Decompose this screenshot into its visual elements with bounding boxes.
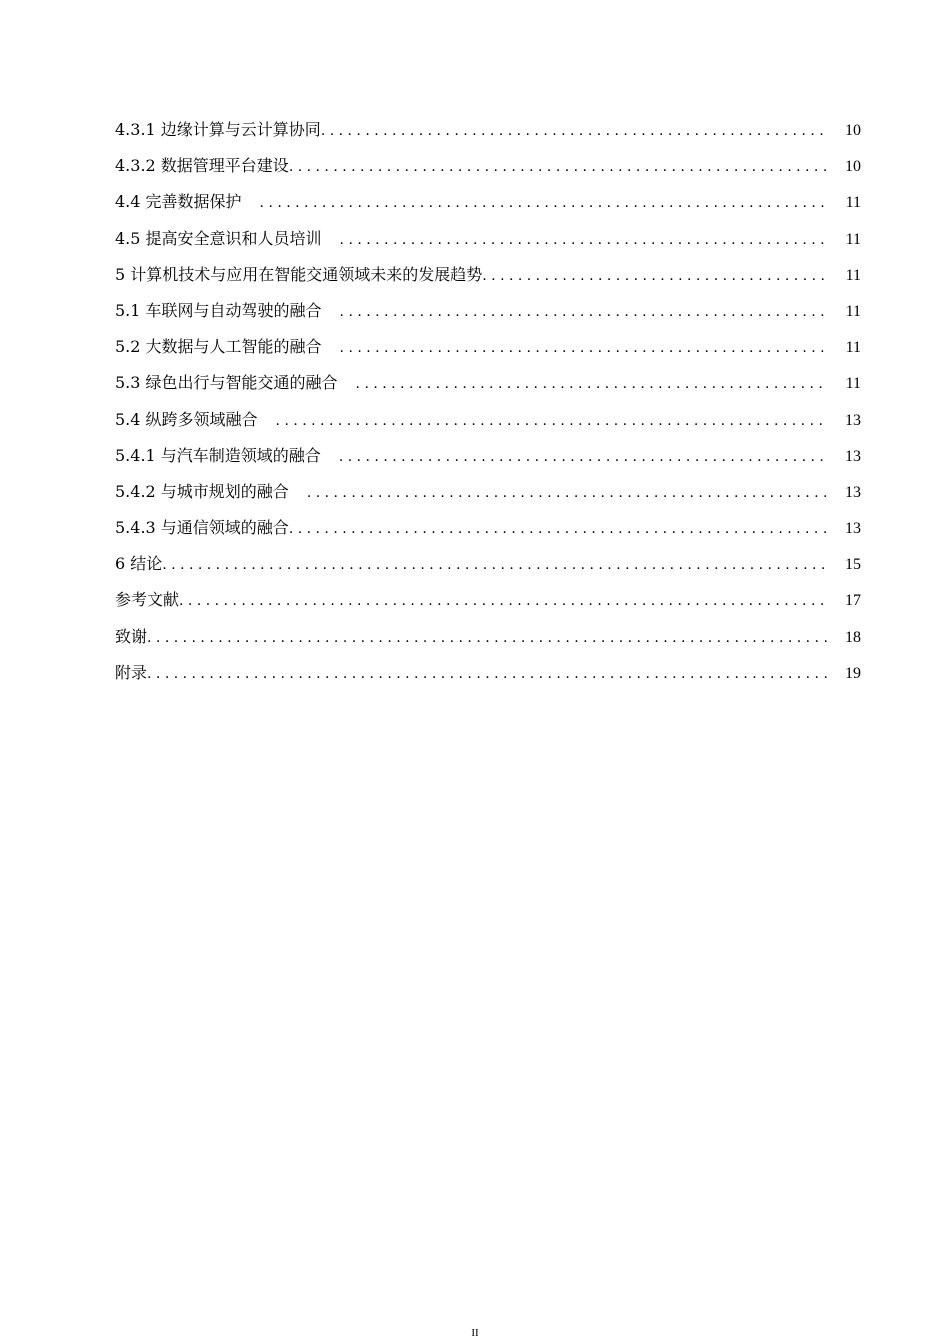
toc-page-number: 11 — [845, 302, 861, 320]
toc-entry[interactable] — [115, 582, 861, 618]
toc-dot-leader — [339, 439, 827, 475]
toc-dot-leader — [321, 113, 827, 149]
toc-dot-leader — [162, 547, 827, 583]
toc-page-number: 10 — [845, 122, 861, 139]
toc-dot-leader — [147, 656, 827, 692]
toc-entry[interactable] — [115, 546, 861, 582]
toc-page-number: 13 — [845, 483, 861, 501]
toc-entry-label: 致谢 — [115, 626, 148, 646]
toc-entry-label: 附录 — [115, 662, 148, 682]
toc-page-number: 11 — [845, 230, 861, 248]
toc-page-number: 11 — [845, 375, 861, 393]
toc-page-number: 13 — [845, 520, 861, 538]
table-of-contents — [115, 112, 861, 691]
toc-entry-label: 5.3 绿色出行与智能交通的融合 — [115, 373, 338, 393]
toc-dot-leader — [147, 620, 827, 656]
toc-entry-label: 5.1 车联网与自动驾驶的融合 — [115, 300, 322, 320]
toc-entry-label: 6 结论 — [115, 554, 163, 574]
toc-entry-label: 4.3.1 边缘计算与云计算协同 — [115, 120, 321, 139]
toc-dot-leader — [276, 403, 827, 439]
toc-entry-label: 5.2 大数据与人工智能的融合 — [115, 337, 322, 357]
toc-dot-leader — [260, 185, 827, 221]
toc-page-number: 18 — [845, 628, 861, 646]
toc-entry-label: 5.4.2 与城市规划的融合 — [115, 481, 289, 501]
toc-dot-leader — [289, 511, 827, 547]
toc-entry[interactable] — [115, 221, 861, 257]
toc-dot-leader — [340, 294, 827, 330]
toc-entry[interactable] — [115, 438, 861, 474]
toc-entry[interactable] — [115, 148, 861, 184]
toc-entry[interactable] — [115, 402, 861, 438]
toc-entry-label: 参考文献 — [115, 590, 180, 610]
toc-dot-leader — [179, 583, 827, 619]
toc-dot-leader — [340, 222, 827, 258]
toc-dot-leader — [482, 258, 827, 294]
toc-entry[interactable] — [115, 329, 861, 365]
toc-entry-label: 5.4 纵跨多领域融合 — [115, 409, 258, 429]
toc-dot-leader — [340, 330, 827, 366]
toc-entry[interactable] — [115, 257, 861, 293]
page-number-footer: II — [471, 1327, 479, 1339]
toc-entry[interactable] — [115, 655, 861, 691]
toc-entry-label: 4.3.2 数据管理平台建设 — [115, 156, 289, 176]
toc-entry[interactable] — [115, 293, 861, 329]
toc-entry[interactable] — [115, 112, 861, 148]
toc-page-number: 17 — [845, 592, 861, 610]
toc-page-number: 19 — [845, 664, 861, 682]
toc-page-number: 10 — [845, 158, 861, 176]
toc-entry[interactable] — [115, 184, 861, 220]
toc-entry[interactable] — [115, 474, 861, 510]
toc-dot-leader — [356, 366, 827, 402]
toc-page-number: 11 — [845, 266, 861, 284]
toc-page-number: 11 — [845, 339, 861, 357]
toc-page-number: 11 — [845, 194, 861, 212]
toc-entry-label: 5.4.1 与汽车制造领域的融合 — [115, 445, 321, 465]
toc-page-number: 15 — [845, 556, 861, 574]
toc-page-number: 13 — [845, 447, 861, 465]
toc-entry-label: 5.4.3 与通信领域的融合 — [115, 518, 289, 538]
toc-entry-label: 5 计算机技术与应用在智能交通领域未来的发展趋势 — [115, 264, 483, 284]
toc-entry[interactable] — [115, 619, 861, 655]
toc-page-number: 13 — [845, 411, 861, 429]
toc-dot-leader — [289, 149, 827, 185]
toc-dot-leader — [307, 475, 827, 511]
toc-entry[interactable] — [115, 510, 861, 546]
toc-entry-label: 4.5 提高安全意识和人员培训 — [115, 228, 322, 248]
toc-entry-label: 4.4 完善数据保护 — [115, 192, 242, 212]
toc-entry[interactable] — [115, 365, 861, 401]
